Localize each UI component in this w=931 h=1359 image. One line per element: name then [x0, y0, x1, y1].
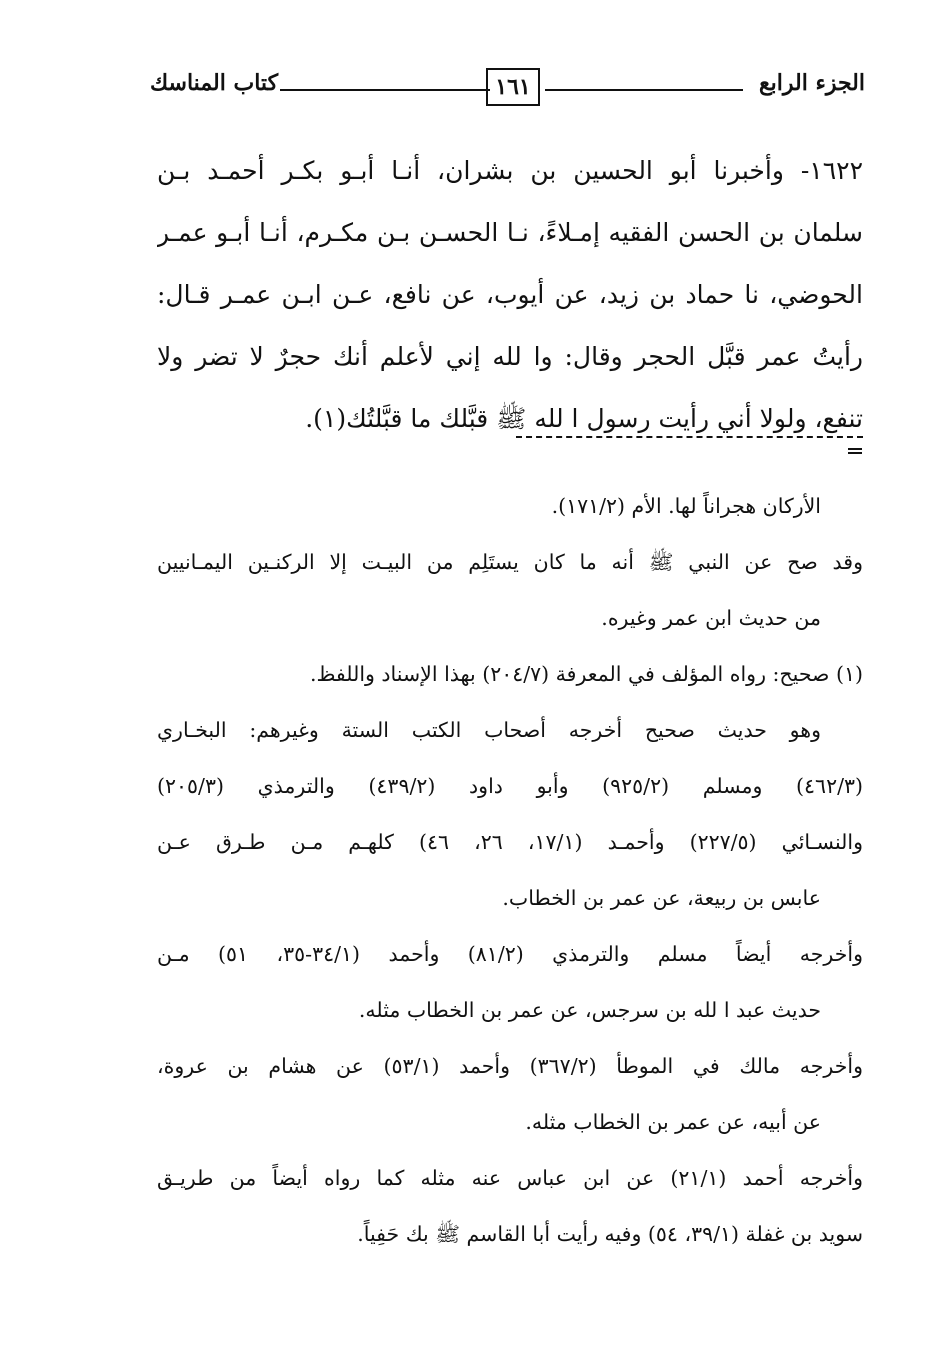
- separator-equals-mark: [848, 448, 862, 454]
- main-line: ١٦٢٢- وأخبرنا أبو الحسين بن بشران، أنـا أبـو بكـر أحمـد بـن: [157, 156, 863, 185]
- footnote-line: حديث عبد ا لله بن سرجس، عن عمر بن الخطاب مثله.: [358, 998, 821, 1022]
- page-number: ١٦١: [486, 68, 540, 106]
- footnote-line: وأخرجه أحمد (٢١/١) عن ابن عباس عنه مثله كما رواه أيضاً من طريـق: [157, 1166, 863, 1190]
- footnote-line: (١) صحيح: رواه المؤلف في المعرفة (٢٠٤/٧) بهذا الإسناد واللفظ.: [309, 662, 863, 686]
- page-header: [150, 62, 865, 112]
- main-line: الحوضي، نا حماد بن زيد، عن أيوب، عن نافع، عـن ابـن عمـر قـال:: [157, 280, 863, 309]
- footnote-line: من حديث ابن عمر وغيره.: [601, 606, 821, 630]
- footnote-line: الأركان هجراناً لها. الأم (١٧١/٢).: [551, 494, 821, 518]
- volume-title: الجزء الرابع: [758, 70, 865, 96]
- book-title: كتاب المناسك: [150, 70, 279, 96]
- main-line: رأيتُ عمر قبَّل الحجر وقال: وا لله إني لأعلم أنك حجرٌ لا تضر ولا: [157, 342, 863, 371]
- footnote-line: عن أبيه، عن عمر بن الخطاب مثله.: [525, 1110, 821, 1134]
- main-line: سلمان بن الحسن الفقيه إمـلاءً، نـا الحسـن بـن مكـرم، أنـا أبـو عمـر: [157, 218, 863, 247]
- footnote-line: وهو حديث صحيح أخرجه أصحاب الكتب الستة وغيرهم: البخـاري: [157, 718, 821, 742]
- header-rule-left: [280, 89, 490, 91]
- footnote-line: عابس بن ربيعة، عن عمر بن الخطاب.: [502, 886, 821, 910]
- main-line: تنفع، ولولا أني رأيت رسول ا لله ﷺ قبَّلك ما قبَّلتُك(١).: [305, 404, 863, 433]
- footnote-line: سويد بن غفلة (٣٩/١، ٥٤) وفيه رأيت أبا القاسم ﷺ بك حَفِياً.: [357, 1222, 863, 1246]
- footnote-line: وقد صح عن النبي ﷺ أنه ما كان يستَلِم من البيـت إلا الركنـين اليمـانيين: [157, 550, 863, 574]
- footnotes: [157, 478, 863, 1262]
- footnote-separator: [516, 436, 863, 438]
- footnote-line: وأخرجه أيضاً مسلم والترمذي (٨١/٢) وأحمد (٣٤/١-٣٥، ٥١) مـن: [157, 942, 863, 966]
- hadith-text: [157, 140, 863, 450]
- footnote-line: والنسـائي (٢٢٧/٥) وأحمـد (١٧/١، ٢٦، ٤٦) كلهـم مـن طـرق عـن: [157, 830, 863, 854]
- footnote-line: وأخرجه مالك في الموطأ (٣٦٧/٢) وأحمد (٥٣/١) عن هشام بن عروة،: [157, 1054, 863, 1078]
- header-rule-right: [545, 89, 743, 91]
- footnote-line: (٤٦٢/٣) ومسلم (٩٢٥/٢) وأبو داود (٤٣٩/٢) والترمذي (٢٠٥/٣): [157, 774, 863, 798]
